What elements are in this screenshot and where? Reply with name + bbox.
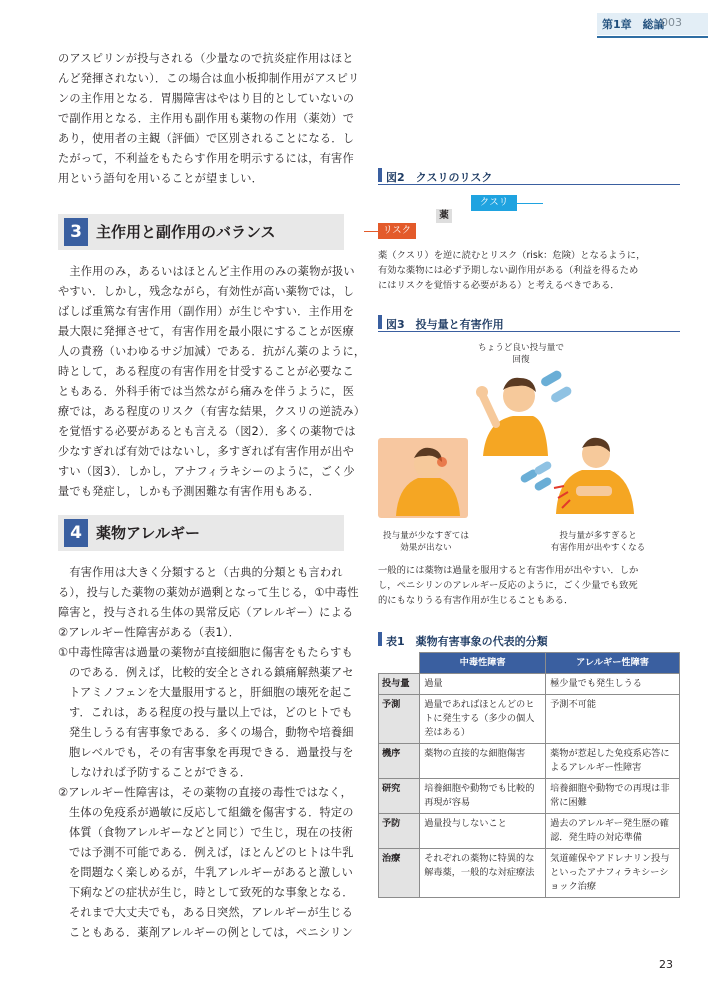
text-line: ②アレルギー性障害がある（表1）．	[58, 626, 241, 639]
caption-line: 投与量が多すぎると	[559, 531, 637, 541]
text-line: 用という語句を用いることが望ましい．	[58, 172, 263, 185]
adverse-event-table	[378, 652, 680, 898]
table-row	[379, 674, 680, 695]
figure-3-caption	[378, 563, 638, 608]
list-item-text: こともある．薬剤アレルギーの例としては，ペニシリン	[69, 926, 353, 939]
table-cell: 過去のアレルギー発生歴の確認．発生時の対応準備	[546, 814, 680, 849]
text-line: る），投与した薬物の薬効が過剰となって生じる，①中毒性	[58, 586, 359, 599]
intro-paragraph	[58, 49, 359, 189]
list-item-text: トアミノフェンを大量服用すると，肝細胞の壊死を起こ	[69, 686, 353, 699]
list-item-text: ②アレルギー性障害は，その薬物の直接の毒性ではなく，	[58, 786, 352, 799]
section-number: 3	[64, 218, 88, 246]
table-cell: 気道確保やアドレナリン投与といったアナフィラキシーショック治療	[546, 849, 680, 898]
section-3-body	[58, 262, 365, 502]
caption-line: し，ペニシリンのアレルギー反応のように，ごく少量でも致死	[378, 580, 638, 591]
table-row	[379, 744, 680, 779]
risk-line	[364, 231, 378, 232]
left-caption	[378, 530, 474, 554]
table-cell: 過量であればほとんどのヒトに発生する（多少の個人差はある）	[420, 695, 546, 744]
right-caption	[532, 530, 664, 554]
row-header: 予測	[379, 695, 420, 744]
table-1-title: 表1 薬物有害事象の代表的分類	[386, 635, 548, 648]
section-3-heading	[58, 214, 344, 250]
list-item-text: では予測不可能である．例えば，ほとんどのヒトは牛乳	[69, 846, 354, 859]
list-item-text: のである．例えば，比較的安全とされる鎮痛解熱薬アセ	[69, 666, 354, 679]
section-title: 薬物アレルギー	[96, 524, 201, 542]
text-line: 障害と，投与される生体の異常反応（アレルギー）による	[58, 606, 354, 619]
row-header: 機序	[379, 744, 420, 779]
list-item-text: 発生しうる有害事象である．多くの場合，動物や培養細	[69, 726, 354, 739]
figure-3-title: 図3 投与量と有害作用	[386, 318, 504, 331]
caption-line: にはリスクを覚悟する必要がある）と考えるべきである．	[378, 280, 620, 291]
text-line: んど発揮されない）．この場合は血小板抑制作用がアスピリ	[58, 72, 360, 85]
kusuri-tag: クスリ	[471, 195, 517, 211]
table-cell: それぞれの薬物に特異的な解毒薬，一般的な対症療法	[420, 849, 546, 898]
text-line: 時として，ある程度の有害作用を甘受することが必要なこ	[58, 365, 354, 378]
text-line: やすい．しかし，残念ながら，有効性が高い薬物では，し	[58, 285, 355, 298]
table-cell: 過量	[420, 674, 546, 695]
pill-icon	[519, 460, 553, 492]
section-4-heading	[58, 515, 344, 551]
table-corner	[379, 653, 420, 674]
text-line: 有害作用は大きく分類すると（古典的分類とも言われ	[58, 566, 343, 579]
text-line: 人の責務（いわゆるサジ加減）である．抗がん薬のように，	[58, 345, 366, 358]
dose-illustration	[378, 366, 680, 526]
table-cell: 極少量でも発生しうる	[546, 674, 680, 695]
caption-line: 回復	[512, 355, 530, 365]
header-rule	[597, 36, 708, 38]
caption-line: 的にもなりうる有害作用が生じることもある．	[378, 595, 574, 606]
text-line: 量でも発症し，しかも予測困難な有害作用もある．	[58, 485, 320, 498]
caption-line: 効果が出ない	[400, 543, 452, 553]
table-row	[379, 849, 680, 898]
figure-title-bar	[378, 168, 382, 182]
chapter-title: 第1章 総論	[602, 18, 665, 31]
list-item-text: しなければ予防することができる．	[69, 766, 252, 779]
section-4-body	[58, 563, 359, 643]
page-ref: 003	[661, 16, 682, 29]
table-row	[379, 695, 680, 744]
column-header: アレルギー性障害	[546, 653, 680, 674]
text-line: を覚悟する必要があるとも言える（図2）．多くの薬物では	[58, 425, 356, 438]
figure-2-title: 図2 クスリのリスク	[386, 171, 493, 184]
figure-title-rule	[378, 331, 680, 332]
row-header: 治療	[379, 849, 420, 898]
table-cell: 薬物の直接的な細胞傷害	[420, 744, 546, 779]
list-item-text: す．これは，ある程度の投与量以上では，どのヒトでも	[69, 706, 353, 719]
underdosed-person-image	[378, 438, 468, 518]
text-line: で副作用となる．主作用も副作用も薬物の作用（薬効）で	[58, 112, 355, 125]
caption-line: 薬（クスリ）を逆に読むとリスク（risk：危険）となるように，	[378, 250, 646, 261]
text-line: のアスピリンが投与される（少量なので抗炎症作用はほと	[58, 52, 354, 65]
caption-line: ちょうど良い投与量で	[478, 343, 564, 353]
pill-icon	[539, 369, 573, 404]
table-cell: 過量投与しないこと	[420, 814, 546, 849]
table-title-bar	[378, 632, 382, 646]
list-item-text: 体質（食物アレルギーなどと同じ）で生じ，現在の技術	[69, 826, 353, 839]
text-line: ともある．外科手術では当然ながら痛みを伴うように，医	[58, 385, 355, 398]
top-caption	[461, 342, 581, 366]
caption-line: 有効な薬物には必ず予期しない副作用がある（利益を得るため	[378, 265, 639, 276]
text-line: ばしば重篤な有害作用（副作用）が生じやすい．主作用を	[58, 305, 355, 318]
text-line: 療では，ある程度のリスク（有害な結果，クスリの逆読み）	[58, 405, 366, 418]
table-cell: 予測不可能	[546, 695, 680, 744]
table-cell: 薬物が惹起した免疫系応答によるアレルギー性障害	[546, 744, 680, 779]
text-line: 少なすぎれば有効ではないし，多すぎれば有害作用が出や	[58, 445, 355, 458]
table-cell: 培養細胞や動物でも比較的再現が容易	[420, 779, 546, 814]
kusuri-line	[517, 203, 543, 204]
table-row	[379, 814, 680, 849]
figure-title-rule	[378, 184, 680, 185]
text-line: すい（図3）．しかし，アナフィラキシーのように，ごく少	[58, 465, 355, 478]
caption-line: 有害作用が出やすくなる	[550, 543, 646, 553]
table-cell: 培養細胞や動物での再現は非常に困難	[546, 779, 680, 814]
risk-tag: リスク	[378, 223, 416, 239]
section-number: 4	[64, 519, 88, 547]
text-line: たがって，不利益をもたらす作用を明示するには，有害作	[58, 152, 354, 165]
list-item-text: 胞レベルでも，その有害事象を再現できる．過量投与を	[69, 746, 354, 759]
figure-2-caption	[378, 248, 645, 293]
row-header: 予防	[379, 814, 420, 849]
list-item-text: 生体の免疫系が過敏に反応して組織を傷害する．特定の	[69, 806, 354, 819]
section-title: 主作用と副作用のバランス	[96, 223, 276, 241]
text-line: 主作用のみ，あるいはほとんど主作用のみの薬物が扱い	[58, 265, 355, 278]
caption-line: 投与量が少なすぎては	[383, 531, 469, 541]
text-line: あり，使用者の主観（評価）で区別されることになる．し	[58, 132, 355, 145]
section-4-list	[58, 643, 354, 943]
overdosed-person-image	[554, 438, 634, 514]
recovered-person-image	[476, 378, 548, 456]
list-item-text: ①中毒性障害は過量の薬物が直接細胞に傷害をもたらすも	[58, 646, 353, 659]
table-header-row	[379, 653, 680, 674]
list-item-text: を問題なく楽しめるが，牛乳アレルギーがあると激しい	[69, 866, 353, 879]
list-item-text: 下痢などの症状が生じ，時として致死的な事象となる．	[69, 886, 354, 899]
text-line: 最大限に発揮させて，有害作用を最小限にすることが医療	[58, 325, 354, 338]
row-header: 投与量	[379, 674, 420, 695]
caption-line: 一般的には薬物は過量を服用すると有害作用が出やすい．しか	[378, 565, 639, 576]
yaku-tag: 薬	[436, 209, 452, 223]
text-line: ンの主作用となる．胃腸障害はやはり目的としていないの	[58, 92, 355, 105]
page-number: 23	[659, 958, 673, 971]
list-item-text: それまで大丈夫でも，ある日突然，アレルギーが生じる	[69, 906, 353, 919]
row-header: 研究	[379, 779, 420, 814]
column-header: 中毒性障害	[420, 653, 546, 674]
table-row	[379, 779, 680, 814]
figure-title-bar	[378, 315, 382, 329]
